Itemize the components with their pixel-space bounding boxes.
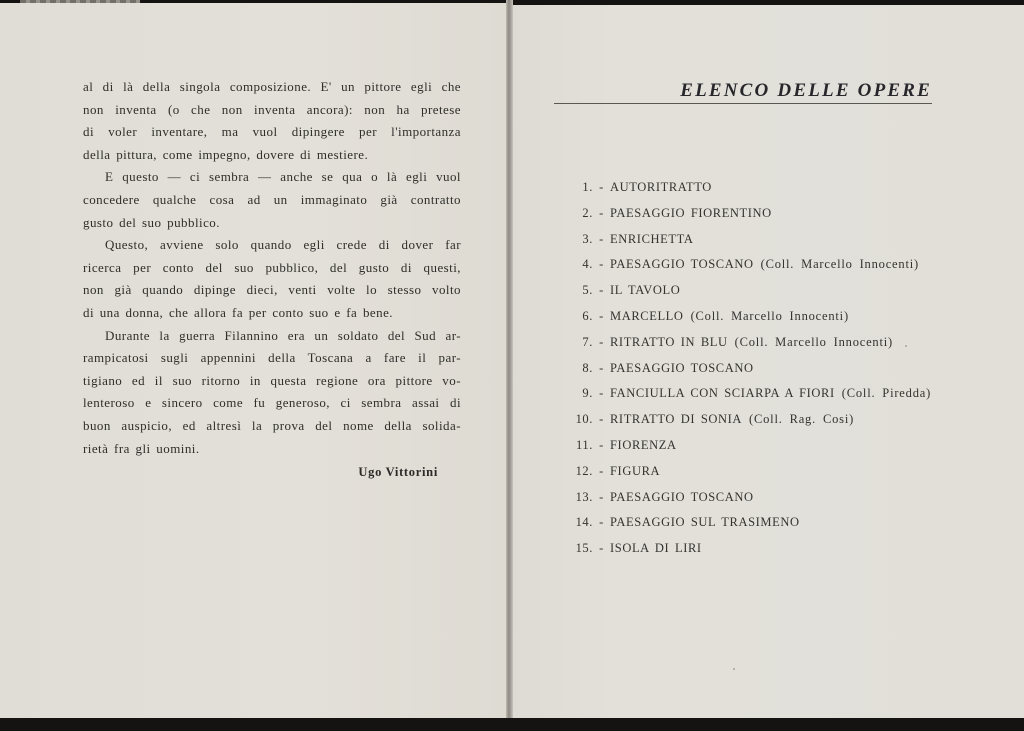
list-item xyxy=(555,383,955,409)
list-item xyxy=(555,203,955,229)
paper-speck xyxy=(905,345,907,347)
item-number: 14. xyxy=(575,515,593,530)
work-title: PAESAGGIO TOSCANO xyxy=(610,360,754,375)
item-separator: - xyxy=(599,257,604,272)
item-separator: - xyxy=(599,515,604,530)
work-collection: (Coll. Marcello Innocenti) xyxy=(760,257,919,272)
item-number: 3. xyxy=(582,231,593,246)
works-list xyxy=(555,177,955,564)
item-number: 1. xyxy=(582,180,593,194)
work-title: ENRICHETTA xyxy=(610,231,694,246)
work-title: FIGURA xyxy=(610,463,661,478)
work-title: ISOLA DI LIRI xyxy=(610,541,702,556)
item-number: 11. xyxy=(576,437,593,452)
item-number: 6. xyxy=(582,308,593,323)
item-number: 15. xyxy=(575,541,593,556)
essay-line: rietà fra gli uomini. xyxy=(83,440,200,456)
item-number: 7. xyxy=(582,334,593,349)
item-separator: - xyxy=(599,463,604,478)
item-number: 10. xyxy=(575,412,593,427)
work-collection: (Coll. Marcello Innocenti) xyxy=(690,308,849,323)
list-item xyxy=(555,254,955,280)
item-number: 4. xyxy=(582,257,593,272)
essay-line: Durante la guerra Filannino era un soldato del Sud ar- xyxy=(105,327,461,343)
work-title: PAESAGGIO SUL TRASIMENO xyxy=(610,515,800,530)
essay-line: al di là della singola composizione. E' un pittore egli che xyxy=(83,79,461,94)
essay-line: ricerca per conto del suo pubblico, del gusto di questi, xyxy=(83,259,461,275)
work-collection: (Coll. Marcello Innocenti) xyxy=(734,334,893,349)
item-separator: - xyxy=(599,334,604,349)
work-title: RITRATTO DI SONIA xyxy=(610,412,743,427)
item-separator: - xyxy=(599,437,604,452)
item-separator: - xyxy=(599,180,604,194)
work-collection: (Coll. Piredda) xyxy=(841,386,932,401)
item-separator: - xyxy=(599,231,604,246)
essay-line: E questo — ci sembra — anche se qua o là egli vuol xyxy=(105,169,461,185)
list-item xyxy=(555,358,955,384)
item-number: 9. xyxy=(582,386,593,401)
work-title: IL TAVOLO xyxy=(610,283,681,298)
item-number: 5. xyxy=(582,283,593,298)
essay-line: rampicatosi sugli appennini della Toscana a fare il par- xyxy=(83,350,461,366)
item-number: 12. xyxy=(575,463,593,478)
item-separator: - xyxy=(599,205,604,220)
item-separator: - xyxy=(599,283,604,298)
list-item xyxy=(555,538,955,564)
bottom-shadow xyxy=(0,718,1024,731)
item-separator: - xyxy=(599,489,604,504)
work-title: PAESAGGIO TOSCANO xyxy=(610,489,754,504)
item-number: 2. xyxy=(582,205,593,220)
item-separator: - xyxy=(599,412,604,427)
item-number: 8. xyxy=(582,360,593,375)
list-item xyxy=(555,177,955,203)
item-separator: - xyxy=(599,386,604,401)
work-title: MARCELLO xyxy=(610,308,684,323)
list-item xyxy=(555,461,955,487)
author-signature: Ugo Vittorini xyxy=(358,465,438,479)
work-collection: (Coll. Rag. Cosi) xyxy=(749,412,855,427)
item-separator: - xyxy=(599,308,604,323)
essay-line: di voler inventare, ma vuol dipingere per l'importanza xyxy=(83,124,461,140)
work-title: AUTORITRATTO xyxy=(610,180,712,194)
essay-line: gusto del suo pubblico. xyxy=(83,214,220,230)
list-item xyxy=(555,280,955,306)
work-title: RITRATTO IN BLU xyxy=(610,334,728,349)
essay-line: lenteroso e sincero come fu generoso, ci sembra assai di xyxy=(83,395,461,411)
item-separator: - xyxy=(599,541,604,556)
essay-line: buon auspicio, ed altresì la prova del nome della solida- xyxy=(83,417,461,433)
book-gutter xyxy=(506,0,513,724)
essay-line: di una donna, che allora fa per conto suo e fa bene. xyxy=(83,304,393,320)
essay-line: concedere qualche cosa ad un immaginato già contratto xyxy=(83,191,461,207)
list-item xyxy=(555,435,955,461)
work-title: FANCIULLA CON SCIARPA A FIORI xyxy=(610,386,835,401)
list-item xyxy=(555,409,955,435)
item-number: 13. xyxy=(575,489,593,504)
essay-line: tigiano ed il suo ritorno in questa regione ora pittore vo- xyxy=(83,372,461,388)
essay-line: Questo, avviene solo quando egli crede di dover far xyxy=(105,237,461,253)
title-underline xyxy=(554,103,932,104)
list-item xyxy=(555,512,955,538)
work-title: PAESAGGIO FIORENTINO xyxy=(610,205,772,220)
item-separator: - xyxy=(599,360,604,375)
page-title: ELENCO DELLE OPERE xyxy=(680,80,932,101)
paper-speck xyxy=(733,668,735,670)
essay-text xyxy=(83,76,461,460)
list-item xyxy=(555,306,955,332)
essay-line: non inventa (o che non inventa ancora): non ha pretese xyxy=(83,101,461,117)
essay-line: non già quando dipinge dieci, venti volte lo stesso volto xyxy=(83,282,461,298)
essay-line: della pittura, come impegno, dovere di mestiere. xyxy=(83,146,369,162)
work-title: FIORENZA xyxy=(610,437,677,452)
list-item xyxy=(555,332,955,358)
list-item xyxy=(555,229,955,255)
list-item xyxy=(555,487,955,513)
work-title: PAESAGGIO TOSCANO xyxy=(610,257,754,272)
